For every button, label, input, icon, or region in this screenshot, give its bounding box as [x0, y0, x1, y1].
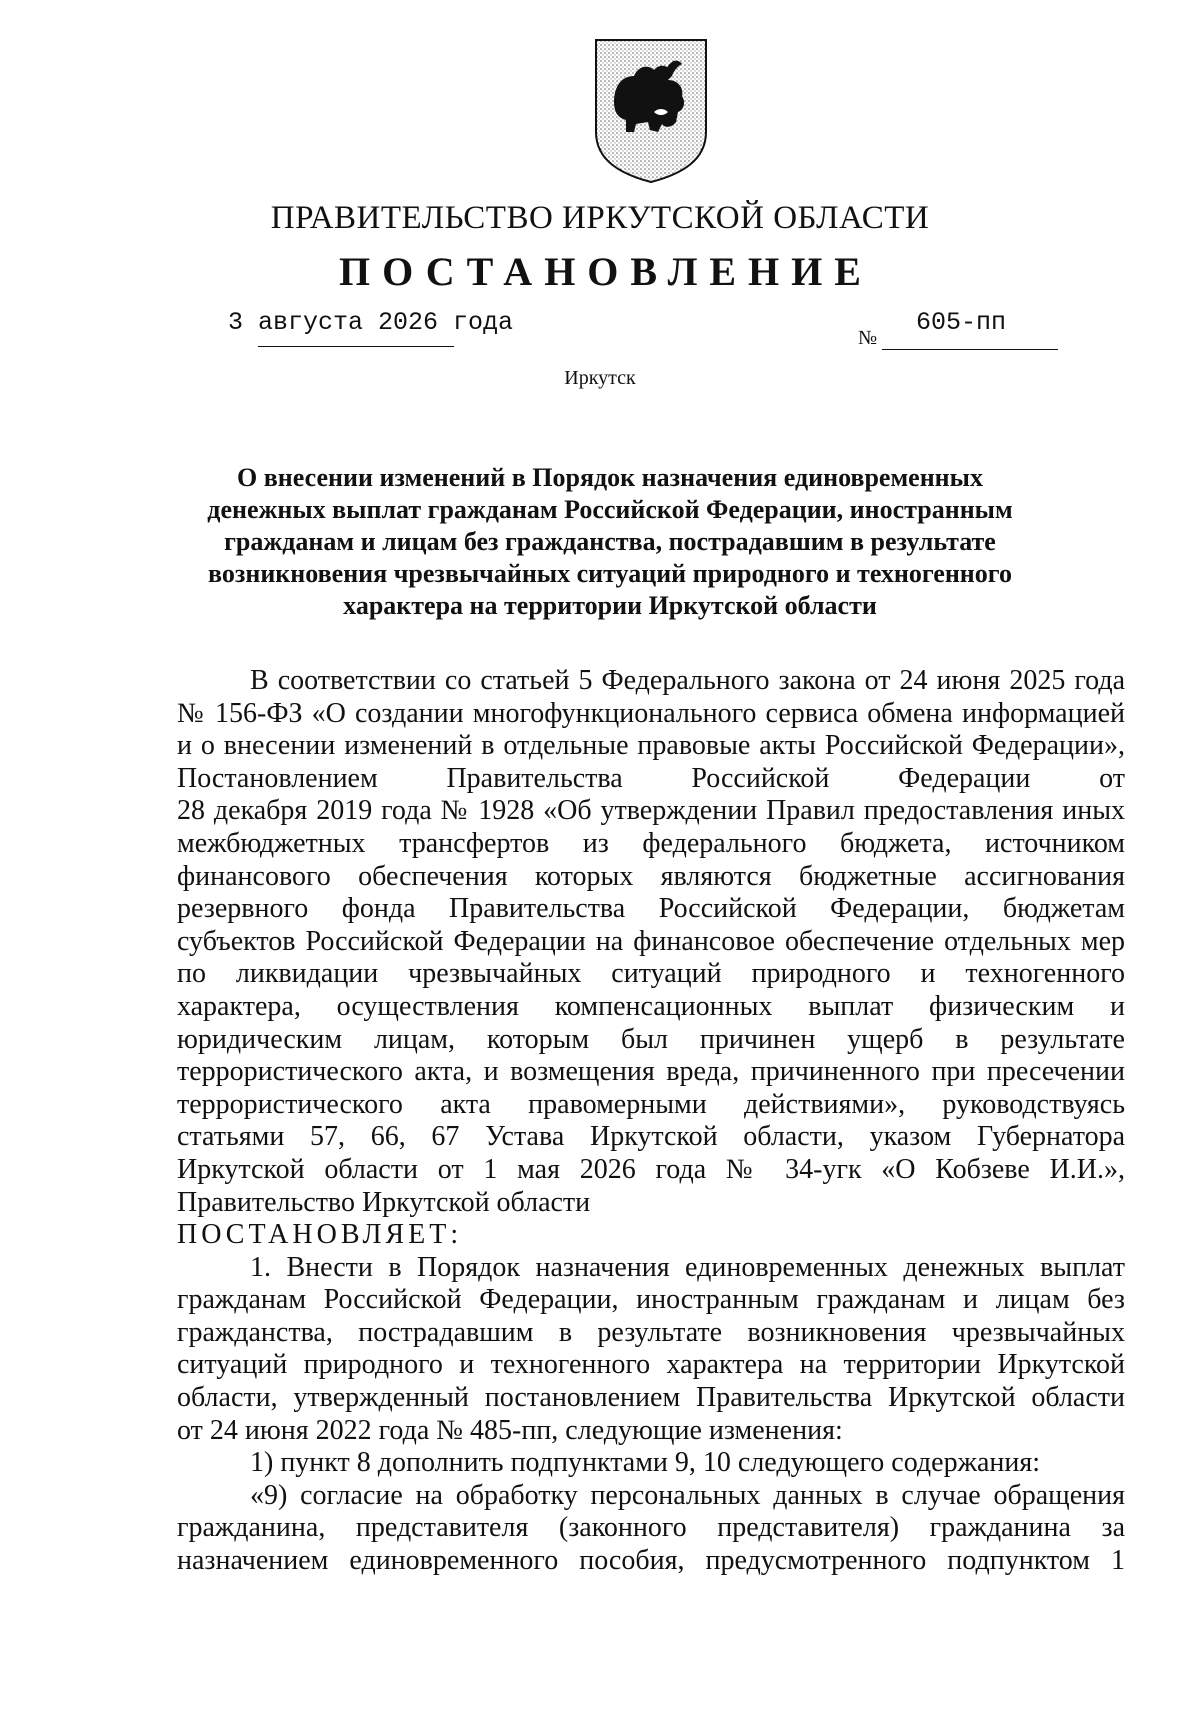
title-line: характера на территории Иркутской области: [343, 591, 877, 620]
body-line: статьями 57, 66, 67 Устава Иркутской области, указом Губернатора: [177, 1121, 1125, 1153]
coat-of-arms-emblem: [592, 36, 710, 186]
body-line: № 156-ФЗ «О создании многофункционального сервиса обмена информацией: [177, 697, 1125, 729]
body-line: террористического акта правомерными действиями», руководствуясь: [177, 1088, 1125, 1120]
body-line: террористического акта, и возмещения вреда, причиненного при пресечении: [177, 1056, 1125, 1088]
document-date: 3 августа 2026 года: [228, 308, 514, 337]
document-title: [180, 462, 1040, 622]
body-line: гражданам Российской Федерации, иностранным гражданам и лицам без: [177, 1284, 1125, 1316]
body-line: и о внесении изменений в отдельные правовые акты Российской Федерации»,: [177, 730, 1125, 762]
body-line: гражданина, представителя (законного представителя) гражданина за: [177, 1512, 1125, 1544]
body-line: характера, осуществления компенсационных выплат физическим и: [177, 990, 1125, 1022]
body-line: финансового обеспечения которых являются бюджетные ассигнования: [177, 860, 1125, 892]
title-line: гражданам и лицам без гражданства, пострадавшим в результате: [224, 527, 996, 556]
body-line: Иркутской области от 1 мая 2026 года № 34-угк «О Кобзеве И.И.»,: [177, 1153, 1125, 1185]
document-body: [177, 665, 1125, 1578]
city-name: Иркутск: [564, 367, 636, 389]
body-line: В соответствии со статьей 5 Федерального закона от 24 июня 2025 года: [250, 665, 1125, 696]
number-sign: №: [858, 327, 878, 349]
document-number: 605-пп: [916, 308, 1007, 337]
body-line: области, утвержденный постановлением Правительства Иркутской области: [177, 1382, 1125, 1414]
body-line: назначением единовременного пособия, предусмотренного подпунктом 1: [177, 1545, 1125, 1577]
body-line: 28 декабря 2019 года № 1928 «Об утверждении Правил предоставления иных: [177, 795, 1125, 827]
body-line: гражданства, пострадавшим в результате возникновения чрезвычайных: [177, 1316, 1125, 1348]
body-line: по ликвидации чрезвычайных ситуаций природного и техногенного: [177, 958, 1125, 990]
resolves-heading: ПОСТАНОВЛЯЕТ:: [177, 1219, 463, 1251]
date-underline: [258, 346, 454, 347]
body-line: 1) пункт 8 дополнить подпунктами 9, 10 следующего содержания:: [250, 1447, 1041, 1479]
body-line: 1. Внести в Порядок назначения единовременных денежных выплат: [250, 1251, 1125, 1283]
body-line: субъектов Российской Федерации на финансовое обеспечение отдельных мер: [177, 925, 1125, 957]
body-line: ситуаций природного и техногенного характера на территории Иркутской: [177, 1349, 1125, 1381]
body-line: межбюджетных трансфертов из федерального бюджета, источником: [177, 827, 1125, 859]
title-line: денежных выплат гражданам Российской Федерации, иностранным: [207, 495, 1013, 524]
body-line: юридическим лицам, которым был причинен ущерб в результате: [177, 1023, 1125, 1055]
body-line: Постановлением Правительства Российской Федерации от: [177, 762, 1125, 794]
body-line: резервного фонда Правительства Российской Федерации, бюджетам: [177, 893, 1125, 925]
organization-name: ПРАВИТЕЛЬСТВО ИРКУТСКОЙ ОБЛАСТИ: [270, 200, 930, 236]
document-type-heading: ПОСТАНОВЛЕНИЕ: [339, 249, 873, 294]
title-line: О внесении изменений в Порядок назначения единовременных: [237, 463, 983, 492]
body-line: от 24 июня 2022 года № 485-пп, следующие изменения:: [177, 1414, 843, 1446]
number-underline: [882, 349, 1058, 350]
body-line: Правительство Иркутской области: [177, 1186, 591, 1218]
body-line: «9) согласие на обработку персональных данных в случае обращения: [250, 1479, 1125, 1511]
title-line: возникновения чрезвычайных ситуаций природного и техногенного: [208, 559, 1012, 588]
